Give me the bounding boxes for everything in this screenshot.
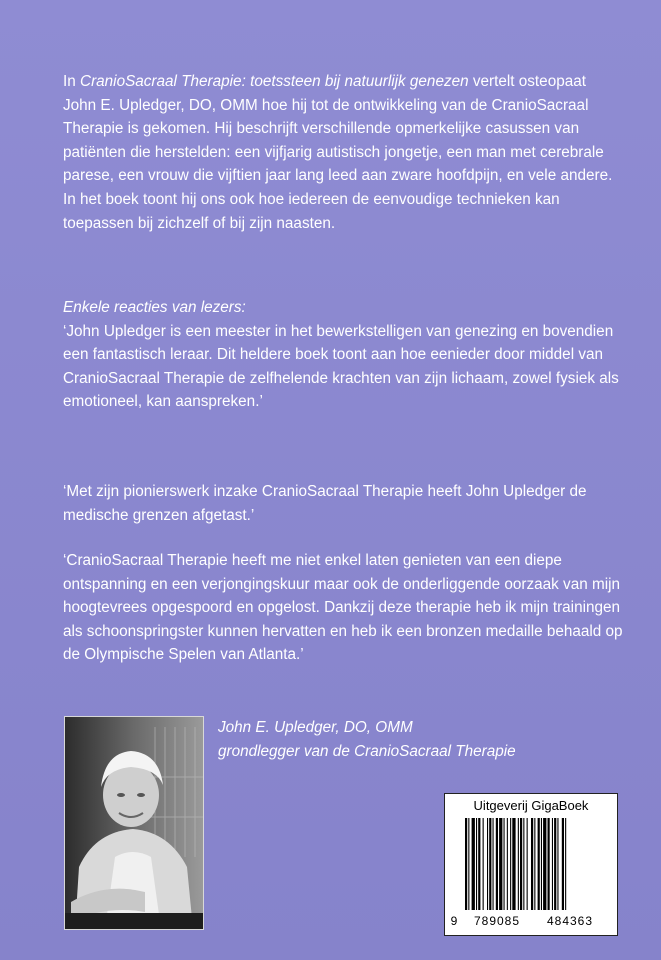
barcode-bar	[512, 818, 515, 910]
barcode-bar	[518, 818, 519, 910]
barcode-bar	[510, 818, 511, 910]
barcode-bar	[489, 818, 491, 910]
barcode	[444, 793, 618, 936]
barcode-bar	[523, 818, 524, 910]
barcode-bar	[538, 818, 540, 910]
barcode-bar	[520, 818, 522, 910]
barcode-bar	[478, 818, 480, 910]
barcode-bar	[541, 818, 542, 910]
barcode-bar	[504, 818, 505, 910]
barcode-bar	[565, 818, 566, 910]
barcode-bar	[476, 818, 477, 910]
barcode-bars	[451, 818, 611, 918]
barcode-bar	[534, 818, 535, 910]
barcode-bar	[483, 818, 484, 910]
barcode-bar	[554, 818, 556, 910]
isbn-group-2: 484363	[546, 914, 594, 928]
isbn-group-1: 789085	[473, 914, 521, 928]
reader-quote-text: ‘Met zijn pionierswerk inzake CranioSacraal Therapie heeft John Upledger de medische grenzen afgetast.’	[63, 483, 587, 524]
author-name: John E. Upledger, DO, OMM	[218, 719, 413, 736]
barcode-bar	[543, 818, 546, 910]
barcode-bar	[552, 818, 553, 910]
reactions-heading: Enkele reacties van lezers:	[63, 299, 246, 316]
reader-quote	[63, 480, 623, 527]
publisher-name: Uitgeverij GigaBoek	[473, 798, 589, 813]
barcode-bar	[472, 818, 475, 910]
reactions-section	[63, 296, 623, 414]
barcode-bar	[487, 818, 488, 910]
reader-quote-text: ‘CranioSacraal Therapie heeft me niet enkel laten genieten van een diepe ontspanning en een verjongingskuur maar ook de onderliggende oorzaak van mijn hoogtevrees opgespoord en opgelost. Dankzij deze therapie heb ik mijn trainingen als schoonspringster kunnen hervatten en heb ik een bronzen medaille behaald op de Olympische Spelen van Atlanta.’	[63, 552, 623, 664]
barcode-bar	[465, 818, 467, 910]
barcode-bar	[507, 818, 508, 910]
barcode-bar	[557, 818, 558, 910]
author-caption	[218, 716, 516, 763]
isbn-lead-digit: 9	[450, 914, 458, 928]
reader-quote	[63, 549, 623, 667]
barcode-bar	[468, 818, 469, 910]
author-role: grondlegger van de CranioSacraal Therapie	[218, 742, 516, 760]
barcode-bar	[496, 818, 498, 910]
barcode-bar	[527, 818, 528, 910]
author-photo	[64, 716, 204, 930]
book-title: CranioSacraal Therapie: toetssteen bij natuurlijk genezen	[80, 73, 469, 90]
intro-paragraph: In CranioSacraal Therapie: toetssteen bij natuurlijk genezen vertelt osteopaat John E. Upledger, DO, OMM hoe hij tot de ontwikkeling van de CranioSacraal Therapie is gekomen. Hij beschrijft verschillende opmerkelijke casussen van patiënten die herstelden: een vijfjarig autistisch jongetje, een man met cerebrale parese, een vrouw die vijftien jaar lang leed aan zware hoofdpijn, en vele andere. In het boek toont hij ons ook hoe iedereen de eenvoudige technieken kan toepassen bij zichzelf of bij zijn naasten.	[63, 73, 613, 232]
barcode-bar	[493, 818, 494, 910]
barcode-bar	[499, 818, 502, 910]
barcode-bar	[531, 818, 533, 910]
barcode-bar	[562, 818, 564, 910]
reader-quote: ‘John Upledger is een meester in het bewerkstelligen van genezing en bovendien een fantastisch leraar. Dit heldere boek toont aan hoe eenieder door middel van CranioSacraal Therapie de zelfhelende krachten van zijn lichaam, zowel fysiek als emotioneel, kan aanspreken.’	[63, 322, 619, 411]
barcode-bar	[548, 818, 550, 910]
